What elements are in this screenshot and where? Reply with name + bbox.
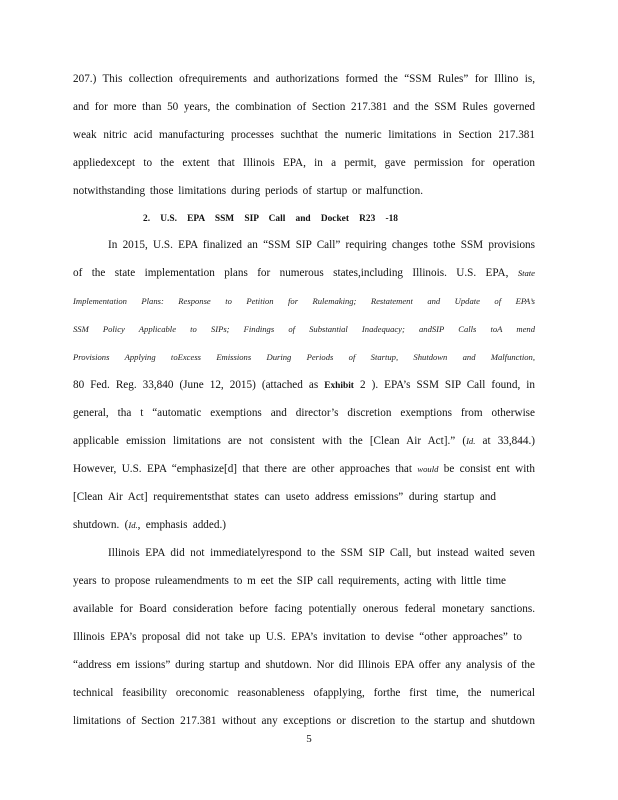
id-citation: Id. — [466, 436, 476, 446]
text-line — [73, 462, 535, 476]
section-title: U.S. EPA SSM SIP Call and Docket R23 -18 — [160, 214, 398, 224]
text-line: “address em issions” during startup and shutdown. Nor did Illinois EPA offer any analysis of the — [73, 659, 535, 671]
text-segment: shutdown. ( — [73, 519, 129, 531]
text-line — [73, 518, 226, 532]
citation-line: Implementation Plans: Response to Petition for Rulemaking; Restatement and Update of EPA’s — [73, 296, 535, 306]
emphasis-word: would — [417, 464, 439, 474]
text-line: available for Board consideration before facing potentially onerous federal monetary sanctions. — [73, 603, 535, 615]
exhibit-label: Exhibit — [324, 381, 354, 391]
text-segment: of the state implementation plans for numerous states,including Illinois. U.S. EPA, — [73, 267, 509, 279]
text-line: appliedexcept to the extent that Illinois EPA, in a permit, gave permission for operation — [73, 157, 535, 169]
text-line: years to propose ruleamendments to m eet the SIP call requirements, acting with little time — [73, 575, 506, 587]
text-segment: be consist ent with — [443, 463, 536, 475]
text-line: Illinois EPA did not immediatelyrespond to the SSM SIP Call, but instead waited seven — [108, 547, 535, 559]
text-line — [73, 266, 535, 280]
citation-line: SSM Policy Applicable to SIPs; Findings of Substantial Inadequacy; andSIP Calls toA mend — [73, 324, 535, 334]
citation-line: Provisions Applying toExcess Emissions During Periods of Startup, Shutdown and Malfunction, — [73, 352, 535, 362]
text-line: 207.) This collection ofrequirements and authorizations formed the “SSM Rules” for Illino is, — [73, 73, 535, 85]
text-line: general, tha t “automatic exemptions and director’s discretion exemptions from otherwise — [73, 407, 535, 419]
case-citation: State — [517, 268, 535, 278]
text-segment: 2 ). EPA’s SSM SIP Call found, in — [359, 379, 535, 391]
text-line — [73, 434, 535, 448]
text-line: technical feasibility oreconomic reasonableness ofapplying, forthe first time, the numerical — [73, 687, 535, 699]
page-number: 5 — [306, 733, 312, 745]
section-heading — [143, 212, 398, 226]
text-segment: , emphasis added.) — [137, 519, 226, 531]
text-line: [Clean Air Act] requirementsthat states can useto address emissions” during startup and — [73, 491, 496, 503]
text-segment: 80 Fed. Reg. 33,840 (June 12, 2015) (attached as — [73, 379, 319, 391]
id-citation: Id. — [128, 520, 138, 530]
text-line: limitations of Section 217.381 without any exceptions or discretion to the startup and shutdown — [73, 715, 535, 727]
text-line: Illinois EPA’s proposal did not take up U.S. EPA’s invitation to devise “other approaches” to — [73, 631, 522, 643]
text-line: and for more than 50 years, the combination of Section 217.381 and the SSM Rules governed — [73, 101, 535, 113]
text-segment: applicable emission limitations are not consistent with the [Clean Air Act].” ( — [73, 435, 467, 447]
text-line — [73, 378, 535, 393]
text-segment: at 33,844.) — [482, 435, 535, 447]
text-segment: However, U.S. EPA “emphasize[d] that there are other approaches that — [73, 463, 413, 475]
text-line: weak nitric acid manufacturing processes suchthat the numeric limitations in Section 217.381 — [73, 129, 535, 141]
section-number: 2. — [143, 214, 151, 224]
text-line: In 2015, U.S. EPA finalized an “SSM SIP Call” requiring changes tothe SSM provisions — [108, 239, 535, 251]
text-line: notwithstanding those limitations during periods of startup or malfunction. — [73, 185, 423, 197]
